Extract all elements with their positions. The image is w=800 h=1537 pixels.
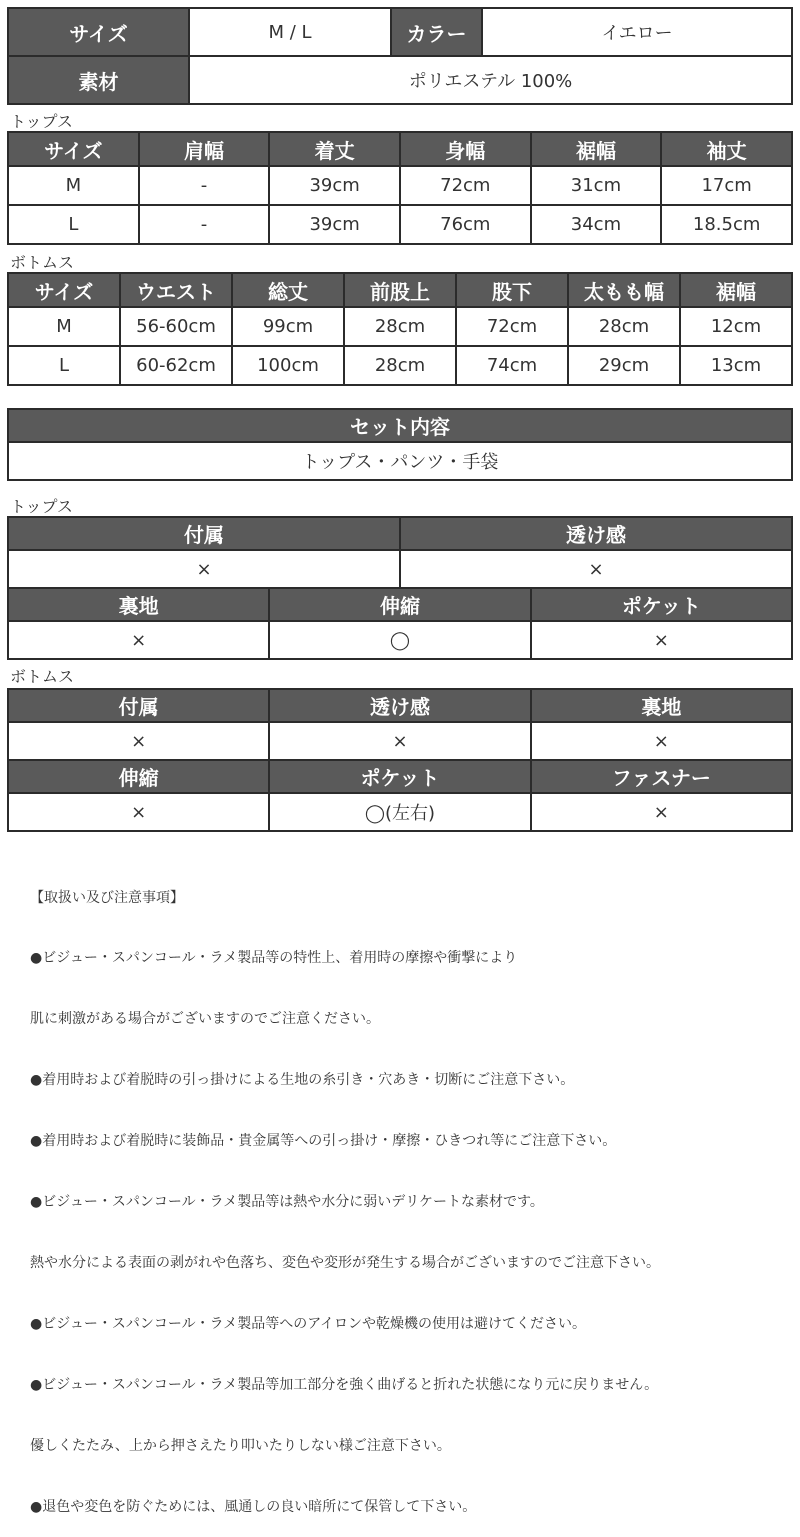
bottoms-detail-table — [7, 688, 793, 832]
tops-detail-table-2 — [7, 587, 793, 660]
material-value: ポリエステル 100% — [189, 56, 792, 104]
bottoms-detail-title: ボトムス — [10, 667, 75, 686]
cell: 29cm — [568, 346, 680, 385]
detail-value: × — [531, 621, 792, 659]
detail-value: ◯(左右) — [269, 793, 530, 831]
bottoms-header: ウエスト — [120, 273, 232, 307]
bottoms-header: 股下 — [456, 273, 568, 307]
detail-header: ポケット — [531, 588, 792, 621]
detail-value: × — [8, 722, 269, 760]
note-line: ●ビジュー・スパンコール・ラメ製品等は熱や水分に弱いデリケートな素材です。 — [30, 1194, 544, 1211]
detail-value: ◯ — [269, 621, 530, 659]
note-line: ●着用時および着脱時に装飾品・貴金属等への引っ掛け・摩擦・ひきつれ等にご注意下さい。 — [30, 1133, 617, 1150]
detail-header: 裏地 — [531, 689, 792, 722]
detail-value: × — [8, 793, 269, 831]
detail-value: × — [8, 550, 400, 588]
detail-header: ファスナー — [531, 760, 792, 793]
tops-header: 身幅 — [400, 132, 531, 166]
cell: - — [139, 205, 270, 244]
cell: 28cm — [344, 307, 456, 346]
detail-value: × — [531, 793, 792, 831]
cell: 72cm — [456, 307, 568, 346]
tops-header: 袖丈 — [661, 132, 792, 166]
table-row — [8, 346, 792, 385]
tops-header: 着丈 — [269, 132, 400, 166]
color-label: カラー — [391, 8, 482, 56]
size-label: サイズ — [8, 8, 189, 56]
table-row — [8, 205, 792, 244]
note-line: ●退色や変色を防ぐためには、風通しの良い暗所にて保管して下さい。 — [30, 1498, 477, 1515]
cell: L — [8, 346, 120, 385]
size-value: M / L — [189, 8, 391, 56]
detail-value: × — [8, 621, 269, 659]
table-row — [8, 307, 792, 346]
bottoms-header: 前股上 — [344, 273, 456, 307]
cell: 60-62cm — [120, 346, 232, 385]
detail-header: 裏地 — [8, 588, 269, 621]
set-header: セット内容 — [8, 409, 792, 442]
cell: 100cm — [232, 346, 344, 385]
tops-header: 裾幅 — [531, 132, 662, 166]
cell: 76cm — [400, 205, 531, 244]
set-contents-table — [7, 408, 793, 481]
note-line: 熱や水分による表面の剥がれや色落ち、変色や変形が発生する場合がございますのでご注意下さい。 — [30, 1254, 660, 1271]
bottoms-size-table — [7, 272, 793, 386]
tops-header: 肩幅 — [139, 132, 270, 166]
detail-header: 透け感 — [269, 689, 530, 722]
note-line: ●ビジュー・スパンコール・ラメ製品等の特性上、着用時の摩擦や衝撃により — [30, 950, 518, 967]
cell: 28cm — [568, 307, 680, 346]
cell: 17cm — [661, 166, 792, 205]
cell: 13cm — [680, 346, 792, 385]
color-value: イエロー — [482, 8, 792, 56]
cell: 34cm — [531, 205, 662, 244]
detail-value: × — [400, 550, 792, 588]
table-row — [8, 166, 792, 205]
detail-header: 付属 — [8, 517, 400, 550]
tops-size-title: トップス — [10, 112, 73, 131]
note-line: 優しくたたみ、上から押さえたり叩いたりしない様ご注意下さい。 — [30, 1437, 451, 1454]
detail-header: 伸縮 — [269, 588, 530, 621]
bottoms-header: 太もも幅 — [568, 273, 680, 307]
tops-header: サイズ — [8, 132, 139, 166]
cell: 74cm — [456, 346, 568, 385]
detail-header: ポケット — [269, 760, 530, 793]
detail-header: 伸縮 — [8, 760, 269, 793]
cell: 56-60cm — [120, 307, 232, 346]
cell: - — [139, 166, 270, 205]
cell: 39cm — [269, 205, 400, 244]
cell: 31cm — [531, 166, 662, 205]
cell: M — [8, 166, 139, 205]
cell: 18.5cm — [661, 205, 792, 244]
bottoms-size-title: ボトムス — [10, 253, 75, 272]
material-label: 素材 — [8, 56, 189, 104]
cell: 99cm — [232, 307, 344, 346]
cell: 12cm — [680, 307, 792, 346]
cell: 39cm — [269, 166, 400, 205]
detail-header: 付属 — [8, 689, 269, 722]
detail-header: 透け感 — [400, 517, 792, 550]
cell: M — [8, 307, 120, 346]
detail-value: × — [269, 722, 530, 760]
set-value: トップス・パンツ・手袋 — [8, 442, 792, 480]
note-line: 肌に刺激がある場合がございますのでご注意ください。 — [30, 1011, 380, 1028]
note-line: ●ビジュー・スパンコール・ラメ製品等へのアイロンや乾燥機の使用は避けてください。 — [30, 1315, 586, 1332]
tops-size-table — [7, 131, 793, 245]
tops-detail-table-1 — [7, 516, 793, 589]
notes-heading: 【取扱い及び注意事項】 — [30, 889, 184, 906]
tops-detail-title: トップス — [10, 497, 73, 516]
care-notes — [30, 847, 660, 1537]
product-info-table — [7, 7, 793, 105]
cell: 72cm — [400, 166, 531, 205]
bottoms-header: 総丈 — [232, 273, 344, 307]
cell: 28cm — [344, 346, 456, 385]
bottoms-header: サイズ — [8, 273, 120, 307]
note-line: ●着用時および着脱時の引っ掛けによる生地の糸引き・穴あき・切断にご注意下さい。 — [30, 1072, 575, 1089]
cell: L — [8, 205, 139, 244]
detail-value: × — [531, 722, 792, 760]
bottoms-header: 裾幅 — [680, 273, 792, 307]
note-line: ●ビジュー・スパンコール・ラメ製品等加工部分を強く曲げると折れた状態になり元に戻りません。 — [30, 1376, 659, 1393]
